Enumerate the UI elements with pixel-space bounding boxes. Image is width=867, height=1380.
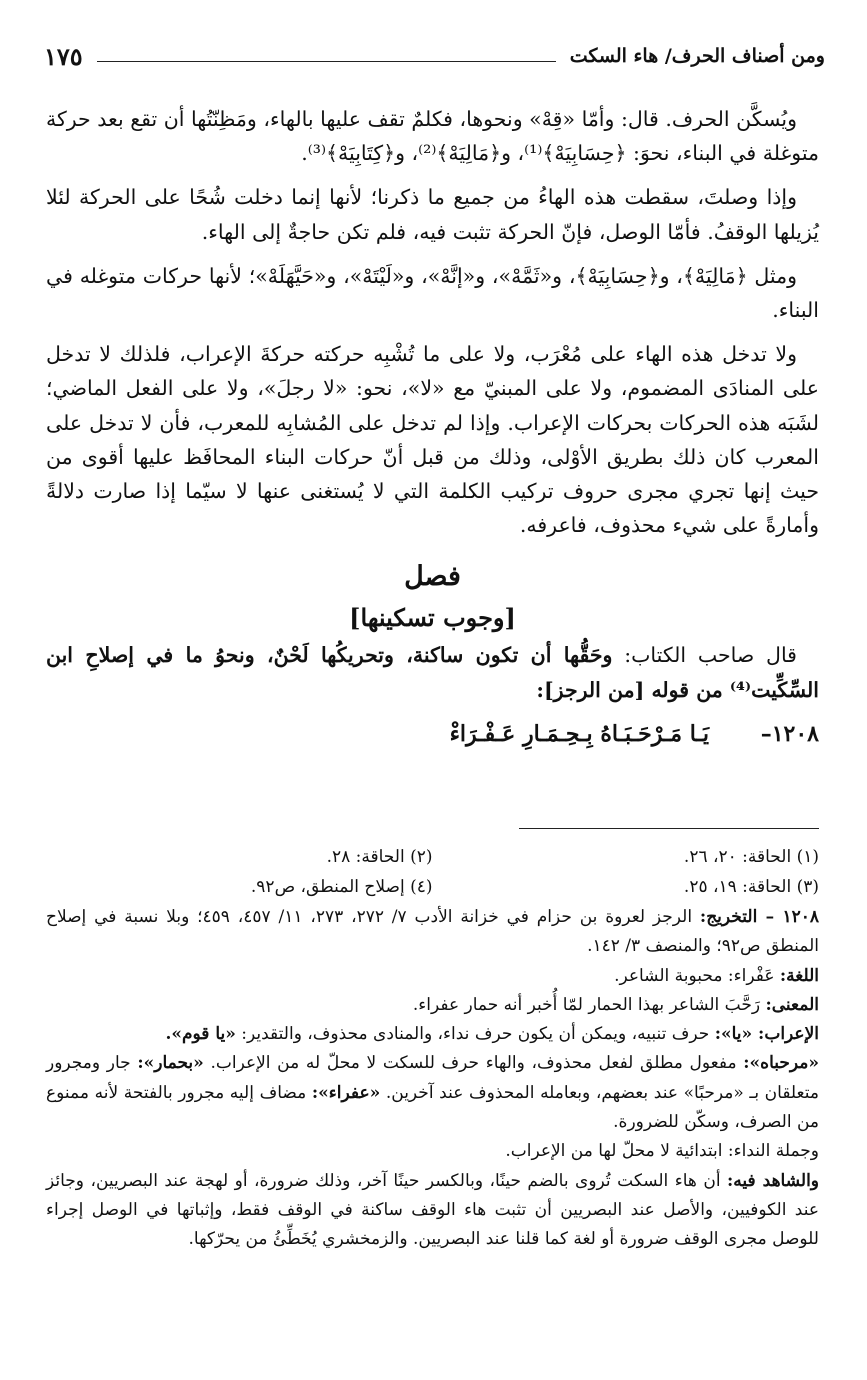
note-text: رَحَّبَ الشاعر بهذا الحمار لمّا أُخبر أنه حمار عفراء. [412, 994, 766, 1015]
note-text: مضاف إليه مجرور بالفتحة لأنه ممنوع من الصرف، وسكّن للضرورة. [46, 1082, 819, 1133]
note-text: الرجز لعروة بن حزام في خزانة الأدب ٧/ ٢٧٢، ٢٧٣، ١١/ ٤٥٧، ٤٥٩؛ وبلا نسبة في إصلاح المنطق ص٩٢؛ والمنصف ٣/ ١٤٢. [46, 907, 819, 957]
author-quote-intro: قال صاحب الكتاب: [612, 643, 797, 668]
footnotes [46, 842, 819, 902]
author-quote: وحَقُّها أن تكون ساكنة، وتحريكُها لَحْنٌ، ونحوُ ما في إصلاحِ ابن السِّكِّيت⁽⁴⁾ من قوله [46, 643, 819, 702]
irab-term: «يا قوم». [165, 1024, 236, 1045]
footnote-4: (٤) إصلاح المنطق، ص٩٢. [250, 877, 433, 897]
paragraph-5 [46, 638, 819, 706]
footnote-row [46, 872, 819, 902]
running-title: ومن أصناف الحرف/ هاء السكت [569, 45, 825, 67]
main-text [46, 102, 819, 751]
note-takhrij [46, 903, 819, 962]
verse-text: يَـا مَـرْحَـبَـاهُ بِـحِـمَـارِ عَـفْـرَاءْ [449, 720, 709, 747]
footnote-1: (١) الحاقة: ٢٠، ٢٦. [683, 847, 819, 867]
paragraph-4: ولا تدخل هذه الهاء على مُعْرَب، ولا على ما تُشْبِه حركته حركةَ الإعراب، فلذلك لا تدخل على المنادَى المضموم، ولا على المبنيّ مع «لا»، نحو: «لا رجلَ»، ولا على الفعل الماضي؛ لشَبَه هذه الحركات بحركات الإعراب. وإذا لم تدخل على المُشابِه للمعرب، فأن لا تدخل على المعرب كان ذلك بطريق الأوْلى، وذلك من قبل أنّ حركات البناء المحافَظ عليها أقوى من حيث إنها تجري مجرى حروف تركيب الكلمة التي لا يُستغنى عنها لا سيّما إذا صارت دلالةً وأمارةً على شيء محذوف، فاعرفه. [46, 342, 819, 538]
section-subtitle: [وجوب تسكينها] [349, 603, 516, 633]
note-text: مفعول مطلق لفعل محذوف، والهاء حرف للسكت لا محلّ له من الإعراب. [203, 1053, 744, 1074]
note-shahid [46, 1167, 819, 1255]
irab-term: «مرحباه»: [743, 1053, 820, 1074]
note-irab-jumla: وجملة النداء: ابتدائية لا محلّ لها من الإعراب. [505, 1141, 819, 1162]
note-label: اللغة: [779, 965, 819, 986]
footnote-divider [519, 828, 819, 829]
page-number: ١٧٥ [44, 41, 83, 71]
note-label: ١٢٠٨ – التخريج: [699, 907, 820, 927]
verse-number: ١٢٠٨– [760, 720, 819, 747]
page-header [44, 36, 825, 76]
note-text: جار ومجرور متعلقان بـ «مرحبًا» عند بعضهم، وبعامله المحذوف عند آخرين. [46, 1053, 819, 1103]
footnote-3: (٣) الحاقة: ١٩، ٢٥. [683, 877, 819, 897]
note-maana [46, 991, 819, 1020]
verse-line [46, 717, 819, 751]
note-text: أن هاء السكت تُروى بالضم حينًا، وبالكسر حينًا آخر، وذلك ضرورة، أو لهجة عند البصريين، وجائز عند الكوفيين، والأصل عند البصريين أن تثبت هاء الوقف ساكنة في الوقف فقط، وإثباتها في الوصل إجراء للوصل مجرى الوقف ضرورة أو لغة كما قلنا عند البصريين. والزمخشري يُخَطِّئُ من يحرّكها. [46, 1170, 819, 1250]
irab-term: «بحمار»: [137, 1053, 204, 1074]
note-label: والشاهد فيه: [727, 1170, 820, 1191]
paragraph-3: ومثل ﴿مَالِيَهْ﴾، و﴿حِسَابِيَهْ﴾، و«ثَمَّهْ»، و«إنَّهْ»، و«لَيْتَهْ»، و«حَيَّهَلَهْ»؛ لأنها حركات متوغله في البناء. [46, 263, 819, 323]
note-label: المعنى: [765, 994, 819, 1015]
irab-term: «عفراء»: [311, 1082, 381, 1103]
paragraph-1: ويُسكَّن الحرف. قال: وأمّا «قِهْ» ونحوها، فكلمٌ تقف عليها بالهاء، ومَظِنّتُها أن تقع بعد حركة متوغلة في البناء، نحوَ: ﴿حِسَابِيَهْ﴾⁽¹⁾، و﴿مَالِيَهْ﴾⁽²⁾، و﴿كِتَابِيَهْ﴾⁽³⁾. [46, 107, 819, 166]
footnote-row [46, 842, 819, 872]
note-text: عَفْراء: محبوبة الشاعر. [614, 965, 780, 986]
note-lugha [46, 962, 819, 991]
verse-commentary [46, 903, 819, 1255]
paragraph-2: وإذا وصلتَ، سقطت هذه الهاءُ من جميع ما ذكرنا؛ لأنها إنما دخلت شُحًا على الحركة لئلا يُزيلها الوقفُ. فأمّا الوصل، فإنّ الحركة تثبت فيه، فلم تكن حاجةٌ إلى الهاء. [46, 185, 819, 244]
footnote-2: (٢) الحاقة: ٢٨. [326, 847, 433, 867]
header-rule [97, 61, 556, 62]
meter-label: [من الرجز]: [536, 677, 652, 702]
note-label: الإعراب: [758, 1024, 819, 1045]
note-irab-marhaba [46, 1049, 819, 1137]
irab-term: «يا»: [714, 1024, 759, 1045]
note-irab [46, 1020, 819, 1049]
note-text: حرف تنبيه، ويمكن أن يكون حرف نداء، والمنادى محذوف، والتقدير: [235, 1024, 715, 1045]
section-title: فصل [404, 561, 461, 593]
